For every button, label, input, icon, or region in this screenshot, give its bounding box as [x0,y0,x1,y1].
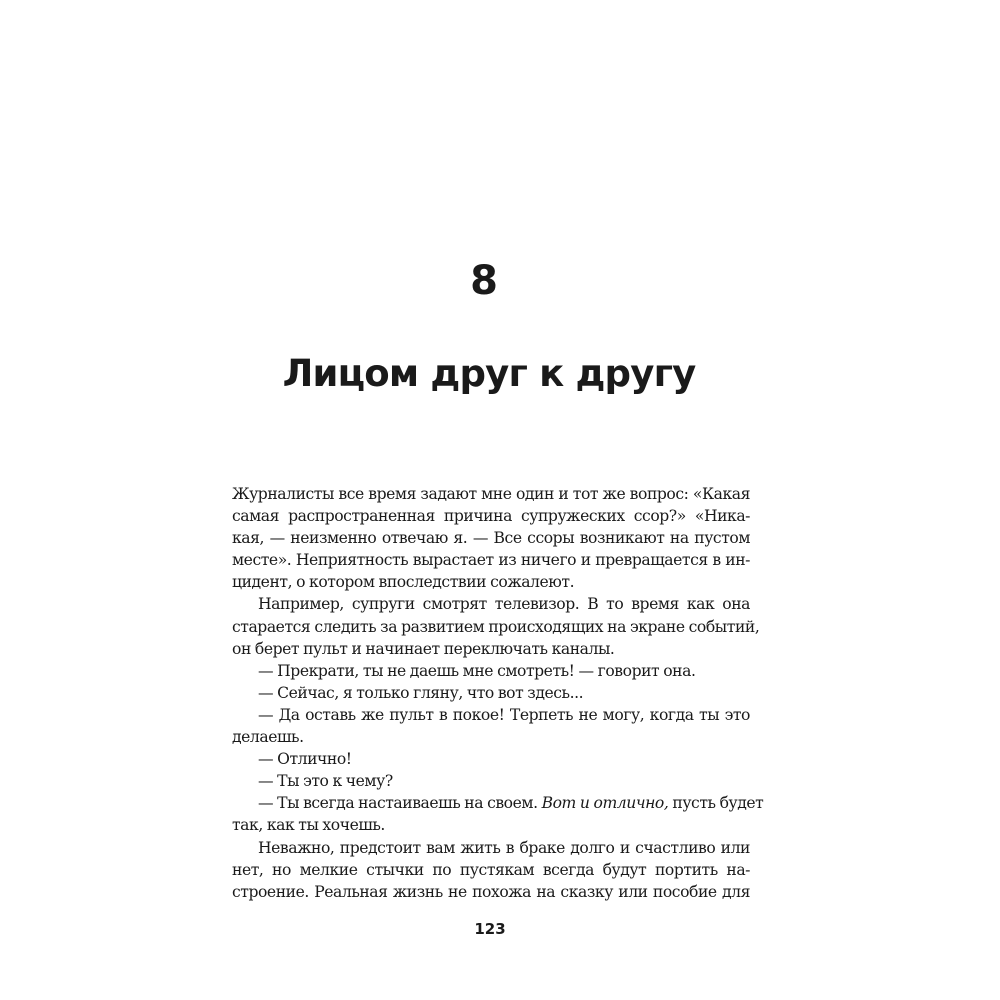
text-line: Например, супруги смотрят телевизор. В то время как она [258,595,750,614]
text-line: строение. Реальная жизнь не похожа на сказку или пособие для [232,882,750,901]
chapter-number: 8 [470,258,498,304]
text-line: цидент, о котором впоследствии сожалеют. [232,573,575,592]
text-line: нет, но мелкие стычки по пустякам всегда будут портить на- [232,860,750,879]
text-line: делаешь. [232,728,304,747]
chapter-title: Лицом друг к другу [282,352,696,395]
dialogue-line: — Ты это к чему? [258,772,393,791]
text-line: так, как ты хочешь. [232,816,385,835]
page-number: 123 [474,920,506,938]
chapter-body-text [232,483,764,903]
text-line: Неважно, предстоит вам жить в браке долго и счастливо или [258,838,750,857]
text-line: месте». Неприятность вырастает из ничего и превращается в ин- [232,551,750,570]
text-line: Журналисты все время задают мне один и тот же вопрос: «Какая [232,485,750,503]
dialogue-text: — Ты всегда настаиваешь на своем. [258,794,538,813]
italic-phrase: Вот и отлично, [541,794,669,813]
text-line: самая распространенная причина супружеских ссор?» «Ника- [232,507,750,526]
text-line: старается следить за развитием происходящих на экране событий, [232,617,760,636]
dialogue-line [232,792,764,814]
dialogue-text-end: пусть будет [672,794,764,813]
dialogue-line: — Да оставь же пульт в покое! Терпеть не могу, когда ты это [258,705,750,724]
text-line: кая, — неизменно отвечаю я. — Все ссоры возникают на пустом [232,529,750,548]
dialogue-line: — Прекрати, ты не даешь мне смотреть! — говорит она. [258,661,696,680]
dialogue-line: — Отлично! [258,750,352,769]
dialogue-line: — Сейчас, я только гляну, что вот здесь... [258,683,584,702]
text-line: он берет пульт и начинает переключать каналы. [232,639,615,658]
